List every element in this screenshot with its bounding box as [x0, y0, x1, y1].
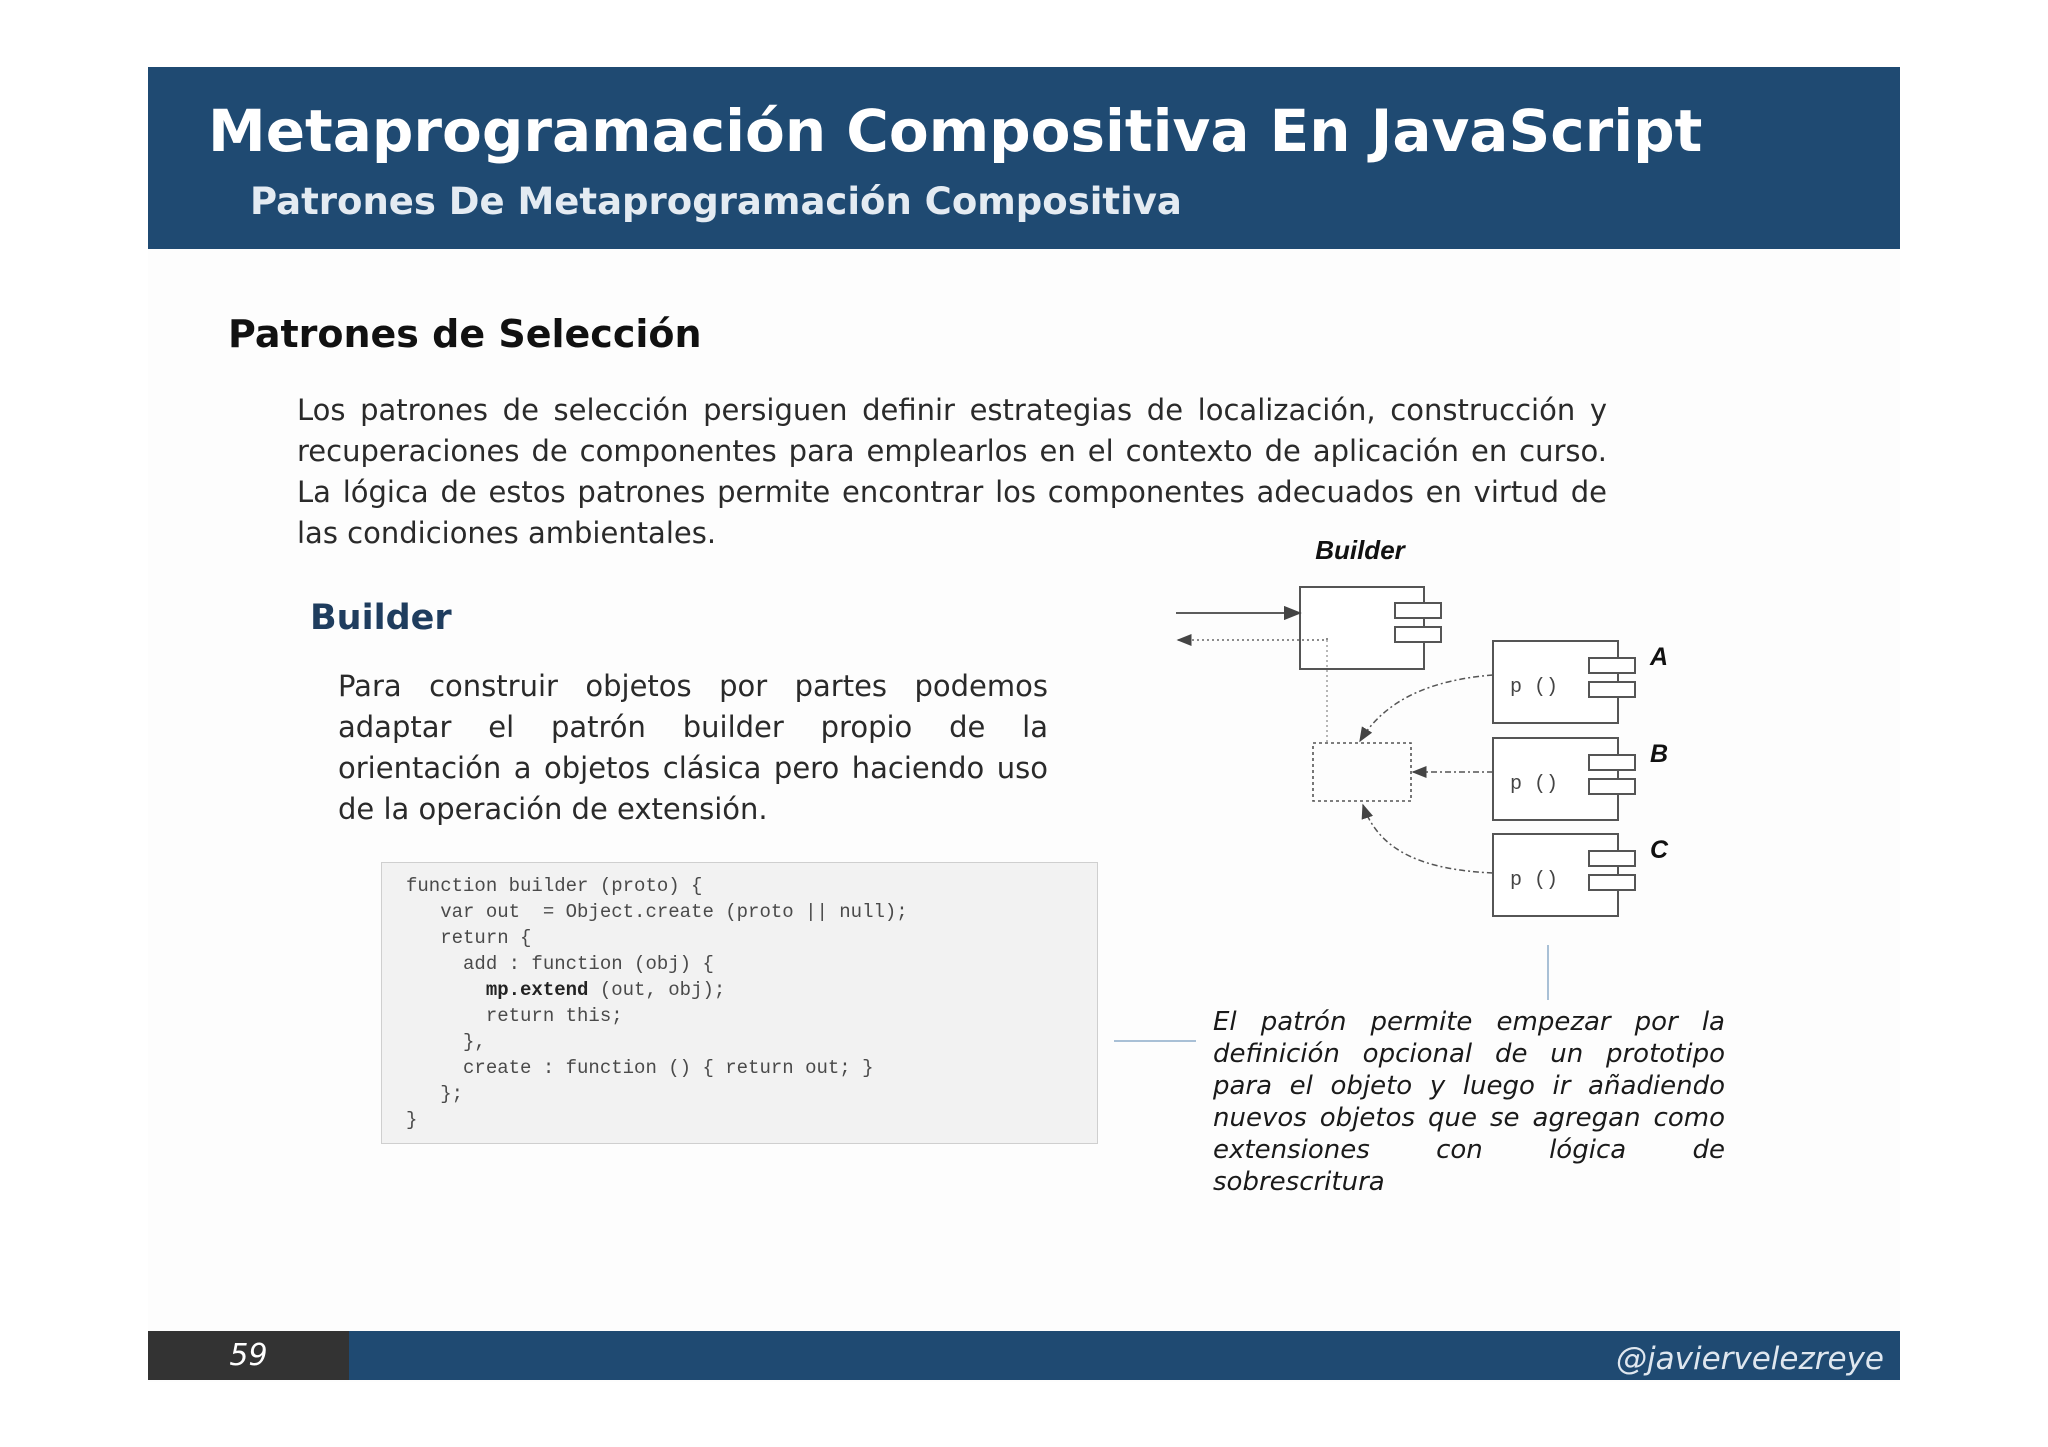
- component-a-method: p (): [1510, 676, 1559, 699]
- label-b: B: [1650, 740, 1669, 768]
- extend-arrow-c: [1363, 805, 1493, 873]
- label-c: C: [1650, 836, 1669, 864]
- component-a: [1493, 641, 1668, 723]
- page-number: 59: [148, 1331, 349, 1380]
- label-a: A: [1650, 643, 1669, 671]
- slide-footer: [148, 1331, 1900, 1380]
- diagram-connector-line: [1547, 945, 1549, 1000]
- code-line: function builder (proto) {: [406, 875, 703, 897]
- product-box: [1313, 743, 1411, 801]
- builder-heading: Builder: [310, 598, 452, 638]
- code-line: mp.extend (out, obj);: [485, 979, 726, 1001]
- slide-title: Metaprogramación Compositiva En JavaScript: [208, 97, 1703, 165]
- code-line: },: [406, 1031, 486, 1053]
- code-line: return this;: [406, 1005, 623, 1027]
- code-block: [381, 862, 1098, 1144]
- builder-diagram: [1170, 535, 1710, 945]
- builder-description: Para construir objetos por partes podemos adaptar el patrón builder propio de la orientación a objetos clásica pero haciendo uso de la operación de extensión.: [338, 669, 1048, 826]
- code-line: var out = Object.create (proto || null);: [406, 901, 908, 923]
- code-line: create : function () { return out; }: [406, 1057, 874, 1079]
- code-line: };: [406, 1083, 464, 1105]
- author-handle: @javiervelezreye: [1616, 1341, 1884, 1377]
- code-line: return {: [406, 927, 532, 949]
- caption-connector-line: [1114, 1040, 1196, 1042]
- extend-arrow-a: [1360, 675, 1493, 741]
- code-highlight: mp.extend: [485, 979, 589, 1001]
- diagram-caption: El patrón permite empezar por la definición opcional de un prototipo para el objeto y luego ir añadiendo nuevos objetos que se agregan como extensiones con lógica de sobrescritura: [1213, 1007, 1725, 1197]
- slide-subtitle: Patrones De Metaprogramación Compositiva: [250, 180, 1182, 223]
- code-line: }: [406, 1109, 418, 1131]
- builder-component: [1300, 587, 1441, 669]
- section-title: Patrones de Selección: [228, 312, 702, 356]
- component-c: [1493, 834, 1669, 916]
- component-b: [1493, 738, 1668, 820]
- intro-paragraph: Los patrones de selección persiguen definir estrategias de localización, construcción y recuperaciones de componentes para emplearlos en el contexto de aplicación en curso. La lógica de estos patrones permite encontrar los componentes adecuados en virtud de las condiciones ambientales.: [297, 393, 1607, 550]
- code-line: add : function (obj) {: [406, 953, 714, 975]
- component-b-method: p (): [1510, 773, 1559, 796]
- slide-header: [148, 67, 1900, 249]
- diagram-title: Builder: [1315, 535, 1405, 565]
- component-c-method: p (): [1510, 869, 1559, 892]
